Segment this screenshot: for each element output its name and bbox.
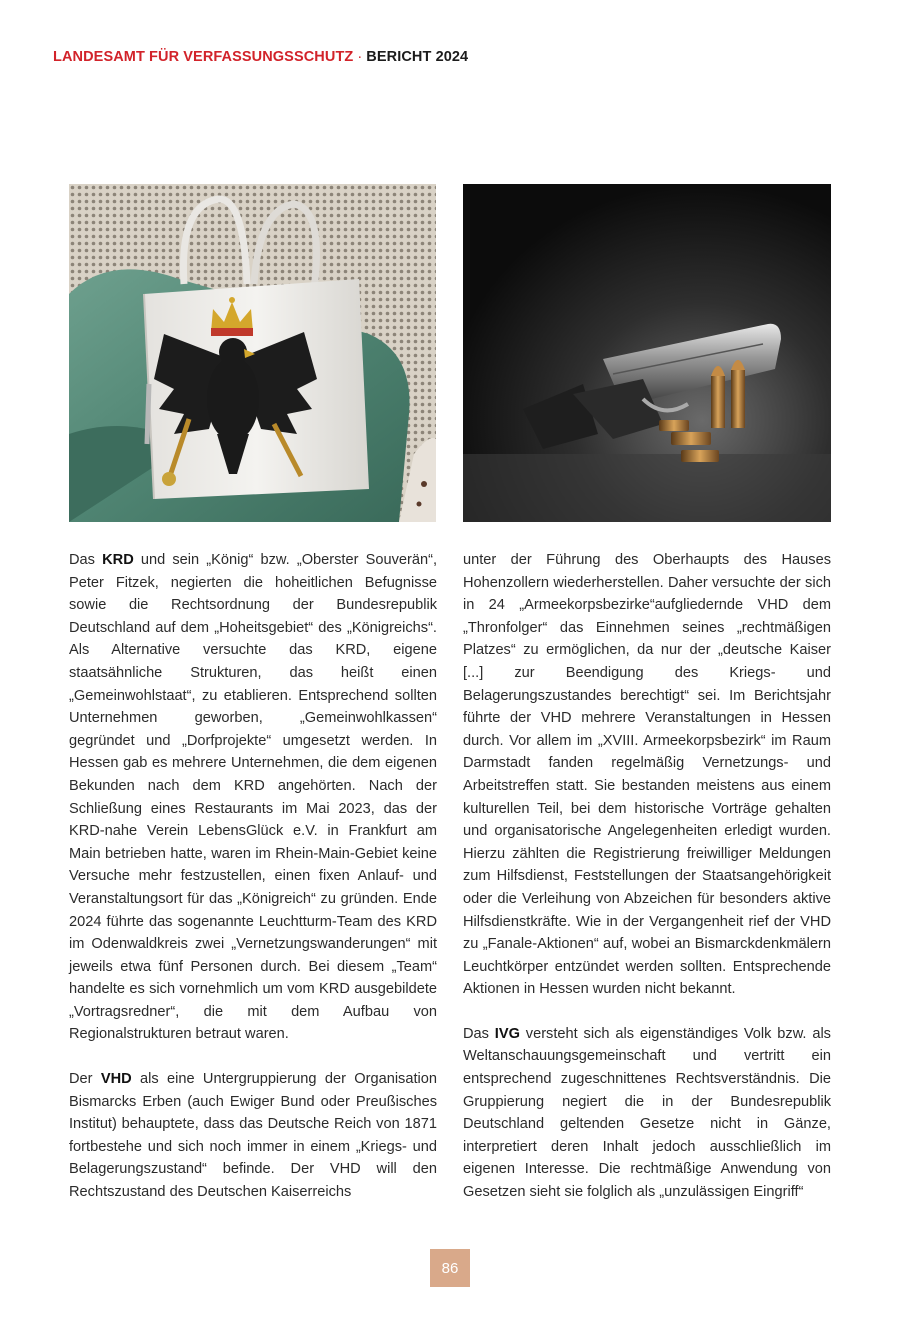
running-header: [53, 49, 468, 65]
vhd-paragraph-body: als eine Untergruppierung der Organisation Bismarcks Erben (auch Ewiger Bund oder Preußisches Institut) behauptete, dass das Deutsche Reich von 1871 fortbestehe und sich noch immer in einem „Kriegs- und Belagerungszustand“ befinde. Der VHD will den Rechtszustand des Deutschen Kaiserreichs: [69, 1071, 438, 1201]
ivg-paragraph-lead: Das: [463, 1025, 495, 1042]
right-text-column: [463, 549, 831, 1226]
krd-paragraph-body: und sein „König“ bzw. „Oberster Souverän“, Peter Fitzek, negierten die hoheitlichen Befugnisse sowie die Rechtsordnung der Bundesrepublik Deutschland auf dem „Hoheitsgebiet“ des „Königreichs“. Als Alternative versuchte das KRD, eigene staatsähnliche Strukturen, das heißt einen „Gemeinwohlstaat“, zu etablieren. Entsprechend sollten Unternehmen geworben, „Gemeinwohlkassen“ gegründet und „Dorfprojekte“ umgesetzt werden. In Hessen gab es mehrere Unternehmen, die dem eigenen Bekunden nach dem KRD angehörten. Nach der Schließung eines Restaurants im Mai 2023, das der KRD-nahe Verein LebensGlück e.V. in Frankfurt am Main betrieben hatte, waren im Rhein-Main-Gebiet keine Versuche mehr festzustellen, einen fixen Anlauf- und Veranstaltungsort für das „Königreich“ zu gründen. Ende 2024 führte das sogenannte Leuchtturm-Team des KRD im Odenwaldkreis zwei „Vernetzungswanderungen“ mit jeweils etwa fünf Personen durch. Bei diesem „Team“ handelte es sich vornehmlich um vom KRD ausgebildete „Vortragsredner“, die mit dem Aufbau von Regionalstrukturen betraut waren.: [69, 552, 437, 1043]
vhd-paragraph-lead: Der: [69, 1071, 101, 1088]
pistol-cartridges-photo: [463, 184, 831, 522]
krd-paragraph-lead: Das: [69, 552, 103, 568]
ivg-term: IVG: [494, 1025, 520, 1042]
krd-paragraph: [69, 549, 437, 1046]
tote-bag-eagle-photo: [69, 184, 436, 522]
vhd-term: VHD: [100, 1071, 132, 1088]
vhd-paragraph: [69, 1068, 437, 1204]
left-text-column: [69, 549, 437, 1226]
vhd-continuation-paragraph: unter der Führung des Oberhaupts des Hauses Hohenzollern wiederherstellen. Daher versuchte der sich in 24 „Armeekorpsbezirke“aufgliedernde VHD dem „Thronfolger“ das Einnehmen seines „rechtmäßigen Platzes“ zu ermöglichen, da nur der „deutsche Kaiser [...] zur Beendigung des Kriegs- und Belagerungszustandes berechtigt“ sei. Im Berichtsjahr führte der VHD mehrere Veranstaltungen in Hessen durch. Vor allem im „XVIII. Armeekorpsbezirk“ im Raum Darmstadt fanden regelmäßig Vernetzungs- und Arbeitstreffen statt. Sie bestanden meistens aus einem kulturellen Teil, bei dem historische Vorträge gehalten und organisatorische Angelegenheiten erledigt wurden. Hierzu zählten die Registrierung freiwilliger Meldungen zum Hilfsdienst, Feststellungen der Staatsangehörigkeit oder die Verleihung von Abzeichen für besonders aktive Hilfsdienstkräfte. Wie in der Vergangenheit rief der VHD zu „Fanale-Aktionen“ auf, wobei an Bismarckdenkmälern Leuchtkörper entzündet werden sollten. Entsprechende Aktionen in Hessen wurden nicht bekannt.: [463, 552, 831, 998]
page-number: 86: [430, 1249, 470, 1287]
ivg-paragraph: [463, 1023, 831, 1204]
header-report-title: BERICHT 2024: [366, 49, 469, 65]
ivg-paragraph-body: versteht sich als eigenständiges Volk bzw. als Weltanschauungsgemeinschaft und vertritt ein entsprechend zugeschnittenes Rechtsverständnis. Die Gruppierung negiert die in der Bundesrepublik Deutschland geltenden Gesetze nicht in Gänze, interpretiert deren Inhalt jedoch ausschließlich im eigenen Interesse. Die rechtmäßige Anwendung von Gesetzen sieht sie folglich als „unzulässigen Eingriff“: [463, 1025, 831, 1201]
header-organization: LANDESAMT FÜR VERFASSUNGSSCHUTZ: [53, 49, 354, 65]
krd-term: KRD: [102, 552, 134, 568]
header-separator: ·: [357, 49, 363, 65]
